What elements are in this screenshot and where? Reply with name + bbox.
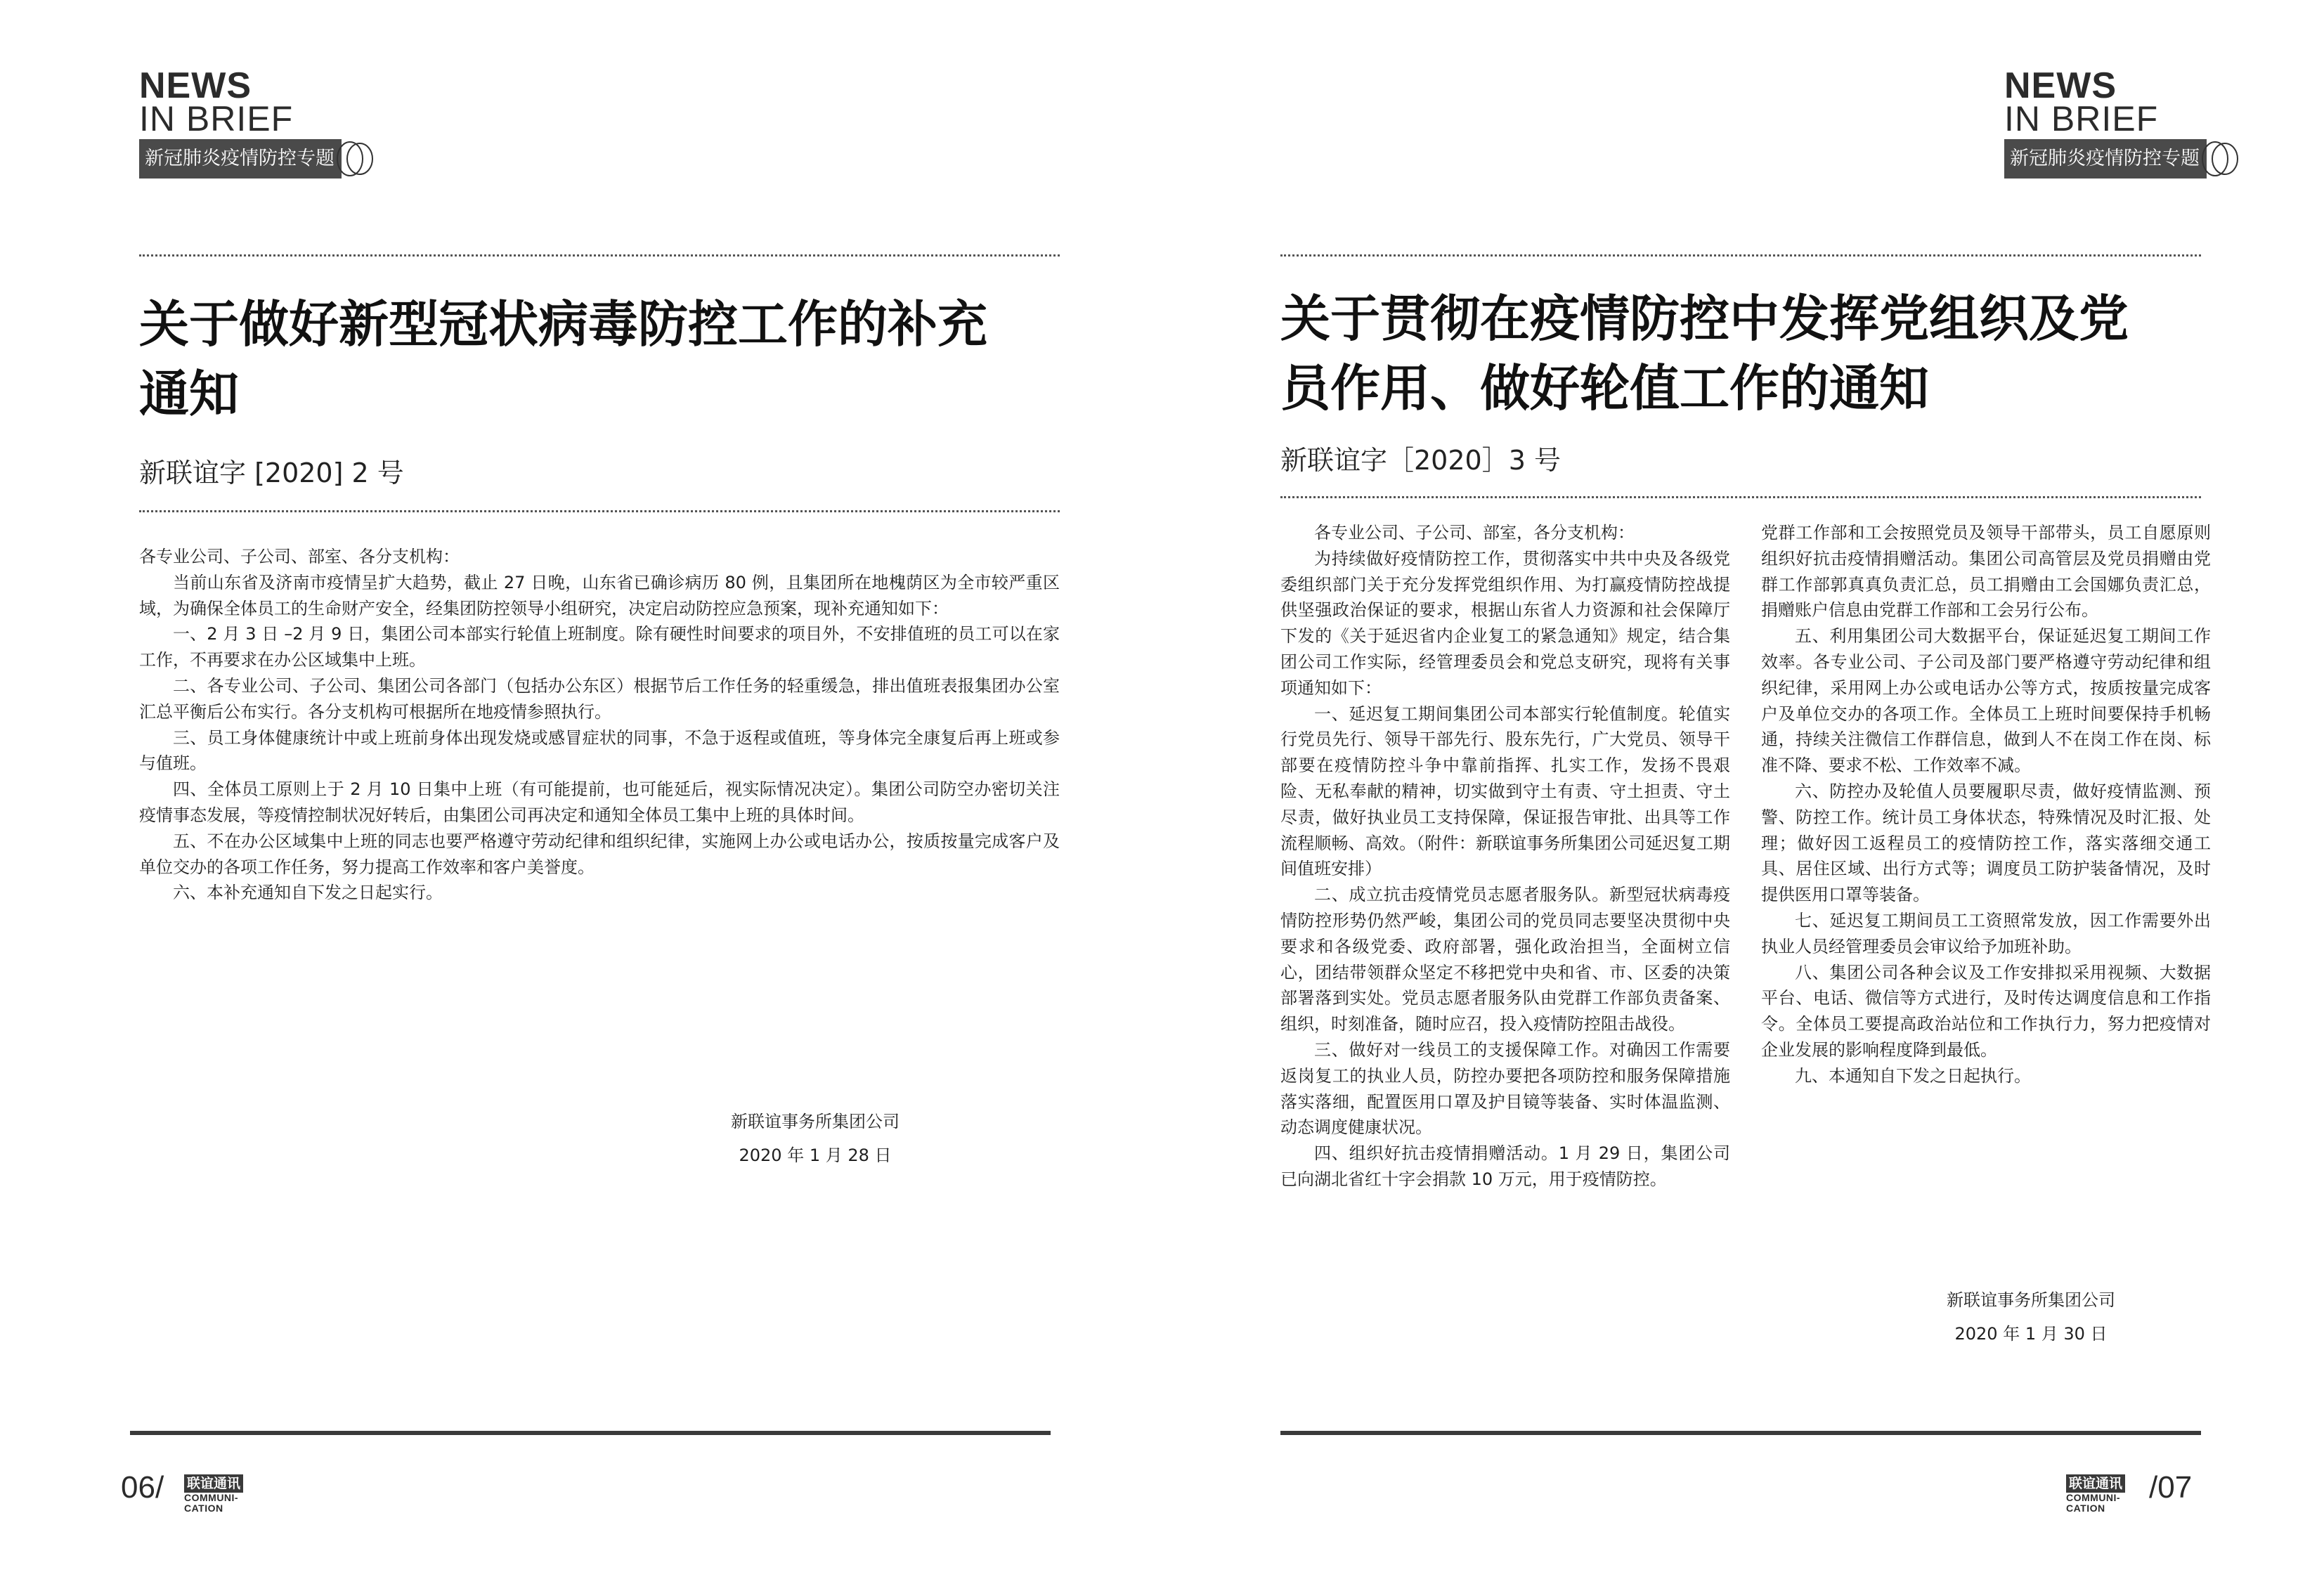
paragraph: 党群工作部和工会按照党员及领导干部带头，员工自愿原则组织好抗击疫情捐赠活动。集团公司高管层及党员捐赠由党群工作部郭真真负责汇总，员工捐赠由工会国娜负责汇总，捐赠账户信息由党群工作部和工会另行公布。	[1761, 523, 2211, 621]
paragraph: 九、本通知自下发之日起执行。	[1795, 1065, 2031, 1086]
signature-date: 2020 年 1 月 28 日	[739, 1146, 892, 1165]
bottom-rule-left	[130, 1431, 1051, 1435]
logo-en-1: COMMUNI-	[2066, 1492, 2121, 1503]
paragraph: 为持续做好疫情防控工作，贯彻落实中共中央及各级党委组织部门关于充分发挥党组织作用、为打赢疫情防控战提供坚强政治保证的要求，根据山东省人力资源和社会保障厅下发的《关于延迟省内企业复工的紧急通知》规定，结合集团公司工作实际，经管理委员会和党总支研究，现将有关事项通知如下：	[1280, 548, 1730, 698]
top-divider-right	[1280, 254, 2201, 257]
paragraph: 三、员工身体健康统计中或上班前身体出现发烧或感冒症状的同事，不急于返程或值班，等身体完全康复后再上班或参与值班。	[139, 727, 1060, 774]
swirl-icon	[335, 139, 377, 179]
paragraph: 三、做好对一线员工的支援保障工作。对确因工作需要返岗复工的执业人员，防控办要把各项防控和服务保障措施落实落细，配置医用口罩及护目镜等装备、实时体温监测、动态调度健康状况。	[1280, 1039, 1730, 1138]
mid-divider-right	[1280, 496, 2201, 498]
communication-logo-right	[2066, 1474, 2143, 1514]
paragraph: 六、本补充通知自下发之日起实行。	[173, 883, 443, 903]
bottom-rule-right	[1280, 1431, 2201, 1435]
doc-number-right: 新联谊字［2020］3 号	[1280, 445, 1561, 476]
masthead-news: NEWS	[139, 65, 252, 106]
signature-org: 新联谊事务所集团公司	[731, 1112, 900, 1131]
page-number-left	[121, 1470, 164, 1505]
masthead-news: NEWS	[2004, 65, 2117, 106]
doc-number-left: 新联谊字 [2020] 2 号	[139, 457, 404, 488]
signature-right	[1883, 1283, 2179, 1351]
masthead-in-brief: IN BRIEF	[139, 99, 294, 138]
paragraph: 五、利用集团公司大数据平台，保证延迟复工期间工作效率。各专业公司、子公司及部门要严格遵守劳动纪律和组织纪律，采用网上办公或电话办公等方式，按质按量完成客户及单位交办的各项工作。全体员工上班时间要保持手机畅通，持续关注微信工作群信息，做到人不在岗工作在岗、标准不降、要求不松、工作效率不减。	[1761, 626, 2211, 776]
paragraph: 二、成立抗击疫情党员志愿者服务队。新型冠状病毒疫情防控形势仍然严峻，集团公司的党员同志要坚决贯彻中央要求和各级党委、政府部署，强化政治担当，全面树立信心，团结带领群众坚定不移把党中央和省、市、区委的决策部署落到实处。党员志愿者服务队由党群工作部负责备案、组织，时刻准备，随时应召，投入疫情防控阻击战役。	[1280, 885, 1730, 1034]
logo-cn: 联谊通讯	[184, 1474, 243, 1493]
paragraph: 一、延迟复工期间集团公司本部实行轮值制度。轮值实行党员先行、领导干部先行、股东先行，广大党员、领导干部要在疫情防控斗争中靠前指挥、扎实工作，发扬不畏艰险、无私奉献的精神，切实做到守土有责、守土担责、守土尽责，做好执业员工支持保障，保证报告审批、出具等工作流程顺畅、高效。（附件：新联谊事务所集团公司延迟复工期间值班安排）	[1280, 703, 1730, 879]
paragraph: 二、各专业公司、子公司、集团公司各部门（包括办公东区）根据节后工作任务的轻重缓急，排出值班表报集团办公室汇总平衡后公布实行。各分支机构可根据所在地疫情参照执行。	[139, 675, 1060, 722]
swirl-icon	[2200, 139, 2242, 179]
signature-date: 2020 年 1 月 30 日	[1954, 1324, 2108, 1344]
paragraph: 当前山东省及济南市疫情呈扩大趋势，截止 27 日晚，山东省已确诊病历 80 例，且集团所在地槐荫区为全市较严重区域，为确保全体员工的生命财产安全，经集团防控领导小组研究，决定启动防控应急预案，现补充通知如下：	[139, 572, 1060, 618]
page-separator: /	[2149, 1470, 2158, 1505]
paragraph: 四、全体员工原则上于 2 月 10 日集中上班（有可能提前，也可能延后，视实际情况决定）。集团公司防空办密切关注疫情事态发展，等疫情控制状况好转后，由集团公司再决定和通知全体员工集中上班的具体时间。	[139, 779, 1060, 825]
article-body-right-col1	[1280, 520, 1730, 1193]
masthead-right	[2004, 65, 2215, 179]
paragraph: 六、防控办及轮值人员要履职尽责，做好疫情监测、预警、防控工作。统计员工身体状态，特殊情况及时汇报、处理；做好因工返程员工的疫情防控工作，落实落细交通工具、居住区域、出行方式等；调度员工防护装备情况，及时提供医用口罩等装备。	[1761, 781, 2211, 905]
page-number-value: 06	[121, 1470, 155, 1505]
masthead-left	[139, 65, 350, 179]
signature-left	[675, 1105, 956, 1172]
page-number-value: 07	[2157, 1470, 2193, 1505]
masthead-in-brief: IN BRIEF	[2004, 99, 2159, 138]
top-divider-left	[139, 254, 1060, 257]
page-separator: /	[155, 1470, 164, 1505]
paragraph: 各专业公司、子公司、部室、各分支机构：	[139, 547, 460, 566]
logo-cn: 联谊通讯	[2066, 1474, 2125, 1493]
logo-en-1: COMMUNI-	[184, 1492, 239, 1503]
logo-en-2: CATION	[184, 1503, 223, 1514]
topic-tag-label: 新冠肺炎疫情防控专题	[2004, 139, 2207, 179]
title-line-1: 关于贯彻在疫情防控中发挥党组织及党	[1280, 290, 2129, 348]
article-title-left	[139, 290, 1067, 429]
title-line-2: 通知	[139, 365, 240, 423]
page-number-right	[2149, 1470, 2192, 1505]
article-title-right	[1280, 284, 2215, 423]
paragraph: 八、集团公司各种会议及工作安排拟采用视频、大数据平台、电话、微信等方式进行，及时传达调度信息和工作指令。全体员工要提高政治站位和工作执行力，努力把疫情对企业发展的影响程度降到最低。	[1761, 962, 2211, 1060]
topic-tag	[2004, 139, 2242, 179]
communication-logo-left	[184, 1474, 261, 1514]
paragraph: 四、组织好抗击疫情捐赠活动。1 月 29 日，集团公司已向湖北省红十字会捐款 10 万元，用于疫情防控。	[1280, 1143, 1730, 1189]
logo-en-2: CATION	[2066, 1503, 2105, 1514]
article-body-right-col2	[1761, 520, 2211, 1089]
article-body-left	[139, 544, 1060, 906]
paragraph: 一、2 月 3 日 –2 月 9 日，集团公司本部实行轮值上班制度。除有硬性时间要求的项目外，不安排值班的员工可以在家工作，不再要求在办公区域集中上班。	[139, 624, 1060, 670]
paragraph: 七、延迟复工期间员工工资照常发放，因工作需要外出执业人员经管理委员会审议给予加班补助。	[1761, 910, 2211, 956]
mid-divider-left	[139, 510, 1060, 512]
topic-tag-label: 新冠肺炎疫情防控专题	[139, 139, 342, 179]
signature-org: 新联谊事务所集团公司	[1947, 1290, 2115, 1310]
topic-tag	[139, 139, 377, 179]
title-line-2: 员作用、做好轮值工作的通知	[1280, 359, 1930, 417]
paragraph: 各专业公司、子公司、部室，各分支机构：	[1314, 523, 1635, 543]
paragraph: 五、不在办公区域集中上班的同志也要严格遵守劳动纪律和组织纪律，实施网上办公或电话办公，按质按量完成客户及单位交办的各项工作任务，努力提高工作效率和客户美誉度。	[139, 831, 1060, 877]
title-line-1: 关于做好新型冠状病毒防控工作的补充	[139, 295, 988, 353]
